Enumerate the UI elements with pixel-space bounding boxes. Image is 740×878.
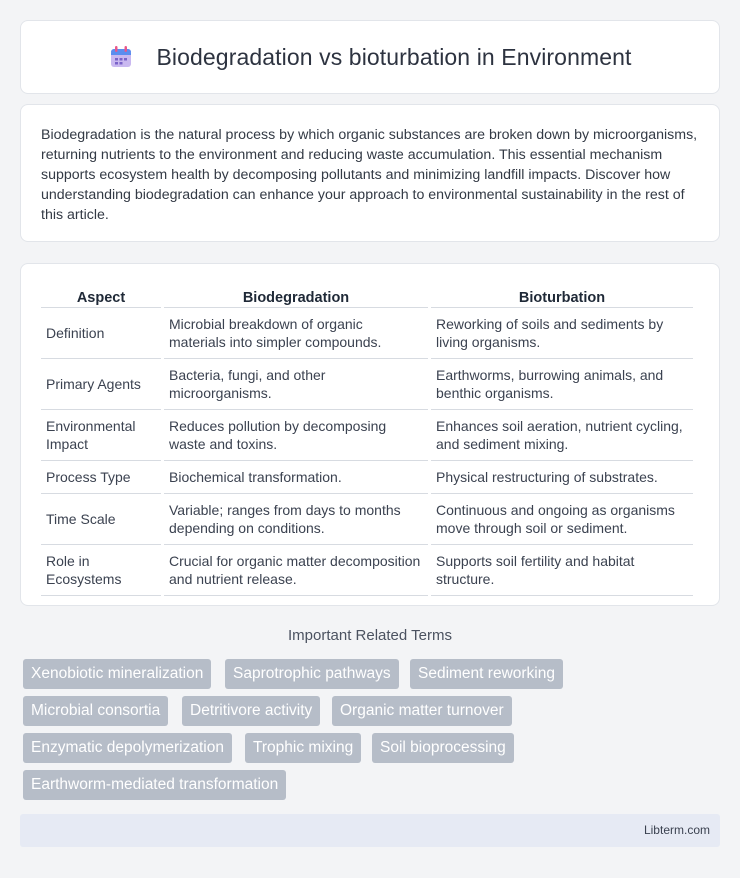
table-cell: Enhances soil aeration, nutrient cycling, and sediment mixing. <box>431 410 693 461</box>
term-tag[interactable]: Saprotrophic pathways <box>225 659 399 689</box>
table-row <box>41 359 693 410</box>
table-cell: Crucial for organic matter decomposition and nutrient release. <box>164 545 428 596</box>
intro-text: Biodegradation is the natural process by which organic substances are broken down by microorganisms, returning nutrients to the environment and reducing waste accumulation. This essential mechanism supports ecosystem health by decomposing pollutants and minimizing landfill impacts. Discover how understanding biodegradation can enhance your approach to environmental sustainability in the rest of this article. <box>41 127 698 223</box>
table-cell: Earthworms, burrowing animals, and benthic organisms. <box>431 359 693 410</box>
table-cell: Continuous and ongoing as organisms move through soil or sediment. <box>431 494 693 545</box>
comparison-table-card <box>20 263 720 606</box>
table-cell: Physical restructuring of substrates. <box>431 461 693 494</box>
term-tag[interactable]: Enzymatic depolymerization <box>23 733 232 763</box>
table-cell: Process Type <box>41 461 161 494</box>
table-cell: Definition <box>41 308 161 359</box>
table-cell: Reworking of soils and sediments by living organisms. <box>431 308 693 359</box>
table-cell: Role in Ecosystems <box>41 545 161 596</box>
table-row <box>41 308 693 359</box>
column-header-biodegradation: Biodegradation <box>164 284 428 308</box>
table-row <box>41 545 693 596</box>
table-cell: Variable; ranges from days to months depending on conditions. <box>164 494 428 545</box>
table-cell: Environmental Impact <box>41 410 161 461</box>
term-tag[interactable]: Xenobiotic mineralization <box>23 659 211 689</box>
table-row <box>41 494 693 545</box>
comparison-table <box>38 284 696 596</box>
column-header-bioturbation: Bioturbation <box>431 284 693 308</box>
table-header-row <box>41 284 693 308</box>
term-tag[interactable]: Soil bioprocessing <box>372 733 514 763</box>
table-cell: Time Scale <box>41 494 161 545</box>
term-tag[interactable]: Earthworm-mediated transformation <box>23 770 286 800</box>
table-cell: Microbial breakdown of organic materials into simpler compounds. <box>164 308 428 359</box>
table-cell: Bacteria, fungi, and other microorganisms. <box>164 359 428 410</box>
calendar-icon <box>108 44 134 70</box>
table-cell: Biochemical transformation. <box>164 461 428 494</box>
table-row <box>41 461 693 494</box>
column-header-aspect: Aspect <box>41 284 161 308</box>
footer <box>20 814 720 847</box>
table-row <box>41 410 693 461</box>
intro-card <box>20 104 720 242</box>
term-tag[interactable]: Detritivore activity <box>182 696 320 726</box>
table-cell: Reduces pollution by decomposing waste and toxins. <box>164 410 428 461</box>
table-cell: Supports soil fertility and habitat structure. <box>431 545 693 596</box>
table-cell: Primary Agents <box>41 359 161 410</box>
term-tag[interactable]: Sediment reworking <box>410 659 563 689</box>
term-tag[interactable]: Organic matter turnover <box>332 696 512 726</box>
header-card <box>20 20 720 94</box>
page-title: Biodegradation vs bioturbation in Environment <box>156 43 632 70</box>
footer-site-link[interactable]: Libterm.com <box>643 823 710 837</box>
term-tag[interactable]: Trophic mixing <box>245 733 361 763</box>
term-tag[interactable]: Microbial consortia <box>23 696 168 726</box>
related-terms-title: Important Related Terms <box>288 627 452 644</box>
